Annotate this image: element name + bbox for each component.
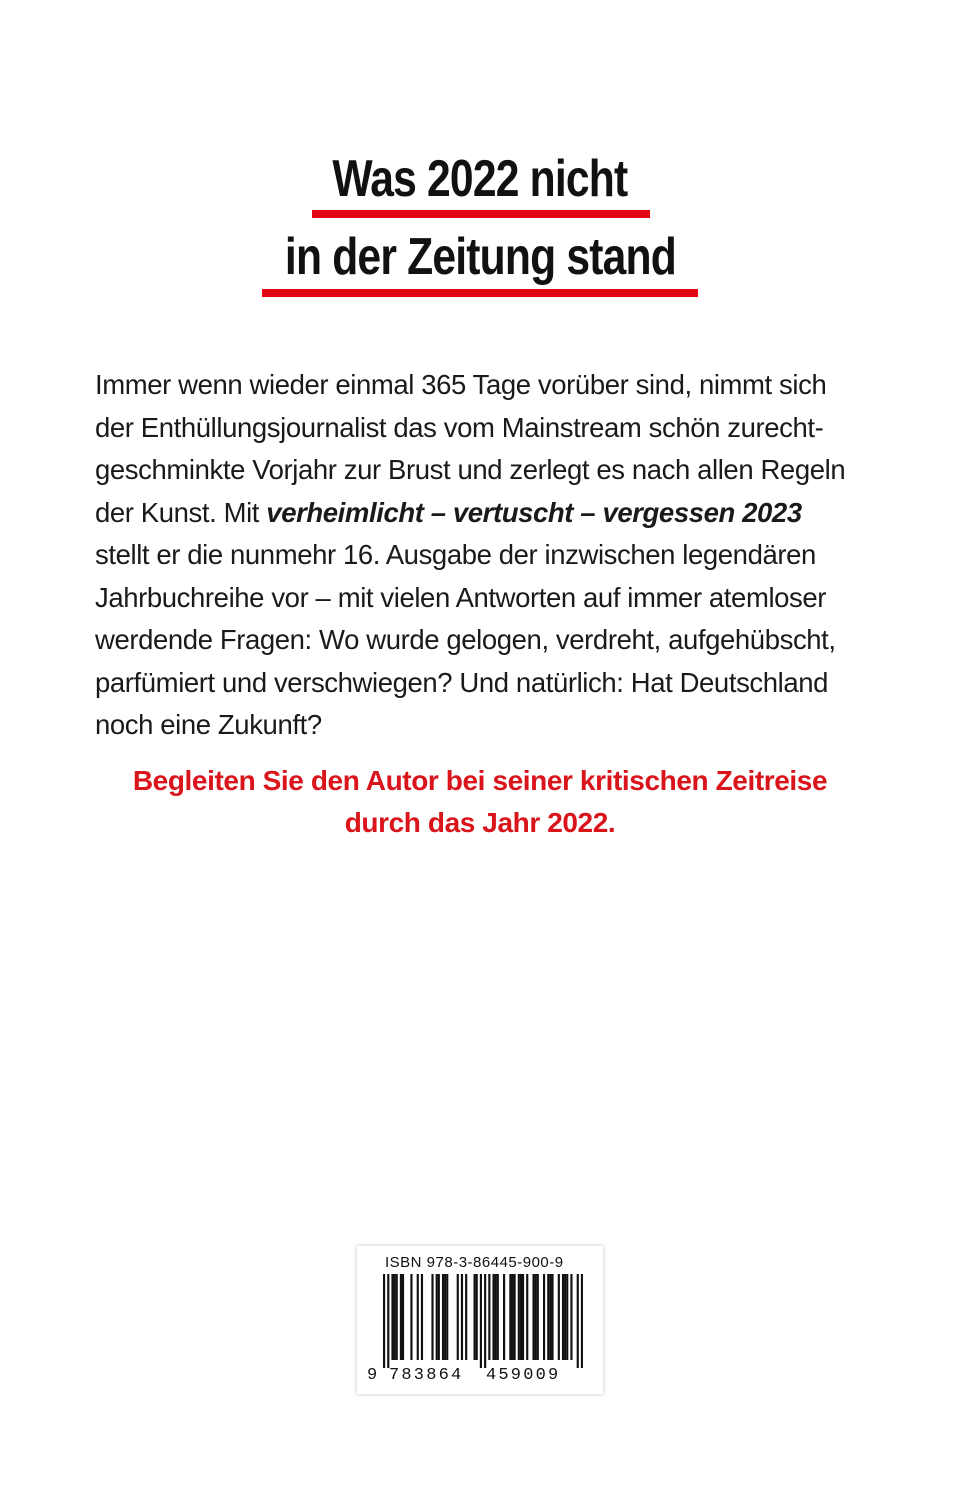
- barcode-bar: [465, 1274, 467, 1360]
- barcode-bar: [444, 1274, 446, 1360]
- barcode-bar: [532, 1274, 534, 1360]
- barcode-bar: [537, 1274, 539, 1360]
- headline-line-2: in der Zeitung stand: [284, 228, 676, 286]
- barcode-digit-first: 9: [367, 1366, 378, 1385]
- blurb-line: stellt er die nunmehr 16. Ausgabe der inzwischen legendären: [95, 539, 816, 570]
- barcode-guard-bar: [581, 1274, 583, 1368]
- barcode-bar: [436, 1274, 438, 1360]
- barcode-bar: [549, 1274, 551, 1360]
- barcode-digits-right: 459009: [486, 1366, 561, 1385]
- barcode-bar: [551, 1274, 553, 1360]
- barcode-bar: [564, 1274, 566, 1360]
- barcode-bar: [570, 1274, 572, 1360]
- barcode-bar: [509, 1274, 511, 1360]
- barcode-bar: [488, 1274, 490, 1360]
- barcode-bar: [495, 1274, 497, 1360]
- barcode-bar: [446, 1274, 448, 1360]
- barcode-bar: [402, 1274, 404, 1360]
- barcode-bar: [503, 1274, 505, 1360]
- barcode-bar: [400, 1274, 402, 1360]
- barcode-bar: [421, 1274, 423, 1360]
- barcode-guard-bar: [577, 1274, 579, 1368]
- blurb-line: geschminkte Vorjahr zur Brust und zerlegt es nach allen Regeln: [95, 454, 846, 485]
- blurb-line: Jahrbuchreihe vor – mit vielen Antworten auf immer atemloser: [95, 581, 827, 613]
- headline-underline-1: [312, 210, 650, 218]
- barcode-bar: [474, 1274, 476, 1360]
- isbn-barcode: [357, 1246, 603, 1394]
- barcode-bar: [547, 1274, 549, 1360]
- barcode-bar: [442, 1274, 444, 1360]
- barcode-bar: [417, 1274, 419, 1360]
- barcode-bar: [562, 1274, 564, 1360]
- blurb-line: der Enthüllungsjournalist das vom Mainstream schön zurecht-: [95, 411, 824, 443]
- barcode-bar: [394, 1274, 396, 1360]
- headline-line-1: Was 2022 nicht: [332, 150, 628, 208]
- barcode-bar: [492, 1274, 494, 1360]
- barcode-digits-left: 783864: [389, 1366, 464, 1385]
- isbn-label: ISBN 978-3-86445-900-9: [385, 1254, 564, 1271]
- barcode-bar: [391, 1274, 393, 1360]
- barcode-bar: [438, 1274, 440, 1360]
- blurb-line: Immer wenn wieder einmal 365 Tage vorüber sind, nimmt sich: [95, 369, 827, 400]
- barcode-bar: [520, 1274, 522, 1360]
- barcode-bar: [511, 1274, 513, 1360]
- barcode-bar: [518, 1274, 520, 1360]
- barcode-bar: [543, 1274, 545, 1360]
- barcode-bar: [522, 1274, 524, 1360]
- barcode-bar: [497, 1274, 499, 1360]
- blurb-line-text: der Kunst. Mit: [95, 496, 267, 528]
- blurb-line: [95, 492, 865, 535]
- barcode-guard-bar: [387, 1274, 389, 1368]
- headline-underline-2: [262, 289, 698, 297]
- blurb-line: werdende Fragen: Wo wurde gelogen, verdreht, aufgehübscht,: [95, 624, 836, 655]
- barcode-bar: [431, 1274, 433, 1360]
- barcode-bar: [410, 1274, 412, 1360]
- barcode-bars: [383, 1274, 583, 1368]
- book-title-emphasis: verheimlicht – vertuscht – vergessen 2023: [266, 496, 802, 528]
- barcode-bar: [461, 1274, 463, 1360]
- barcode-bar: [514, 1274, 516, 1360]
- barcode-bar: [526, 1274, 528, 1360]
- callout: [0, 760, 960, 844]
- callout-line-2: durch das Jahr 2022.: [344, 807, 616, 838]
- barcode-bar: [457, 1274, 459, 1360]
- barcode-guard-bar: [383, 1274, 385, 1368]
- headline: [0, 150, 960, 306]
- barcode-bar: [476, 1274, 478, 1360]
- barcode-guard-bar: [484, 1274, 486, 1368]
- barcode-guard-bar: [480, 1274, 482, 1368]
- callout-line-1: Begleiten Sie den Autor bei seiner kritischen Zeitreise: [132, 765, 828, 796]
- barcode-bar: [566, 1274, 568, 1360]
- blurb-line: parfümiert und verschwiegen? Und natürlich: Hat Deutschland: [95, 666, 829, 698]
- blurb-paragraph: [95, 364, 865, 747]
- blurb-line: noch eine Zukunft?: [95, 709, 322, 740]
- barcode-bar: [396, 1274, 398, 1360]
- barcode-bar: [558, 1274, 560, 1360]
- barcode-bar: [535, 1274, 537, 1360]
